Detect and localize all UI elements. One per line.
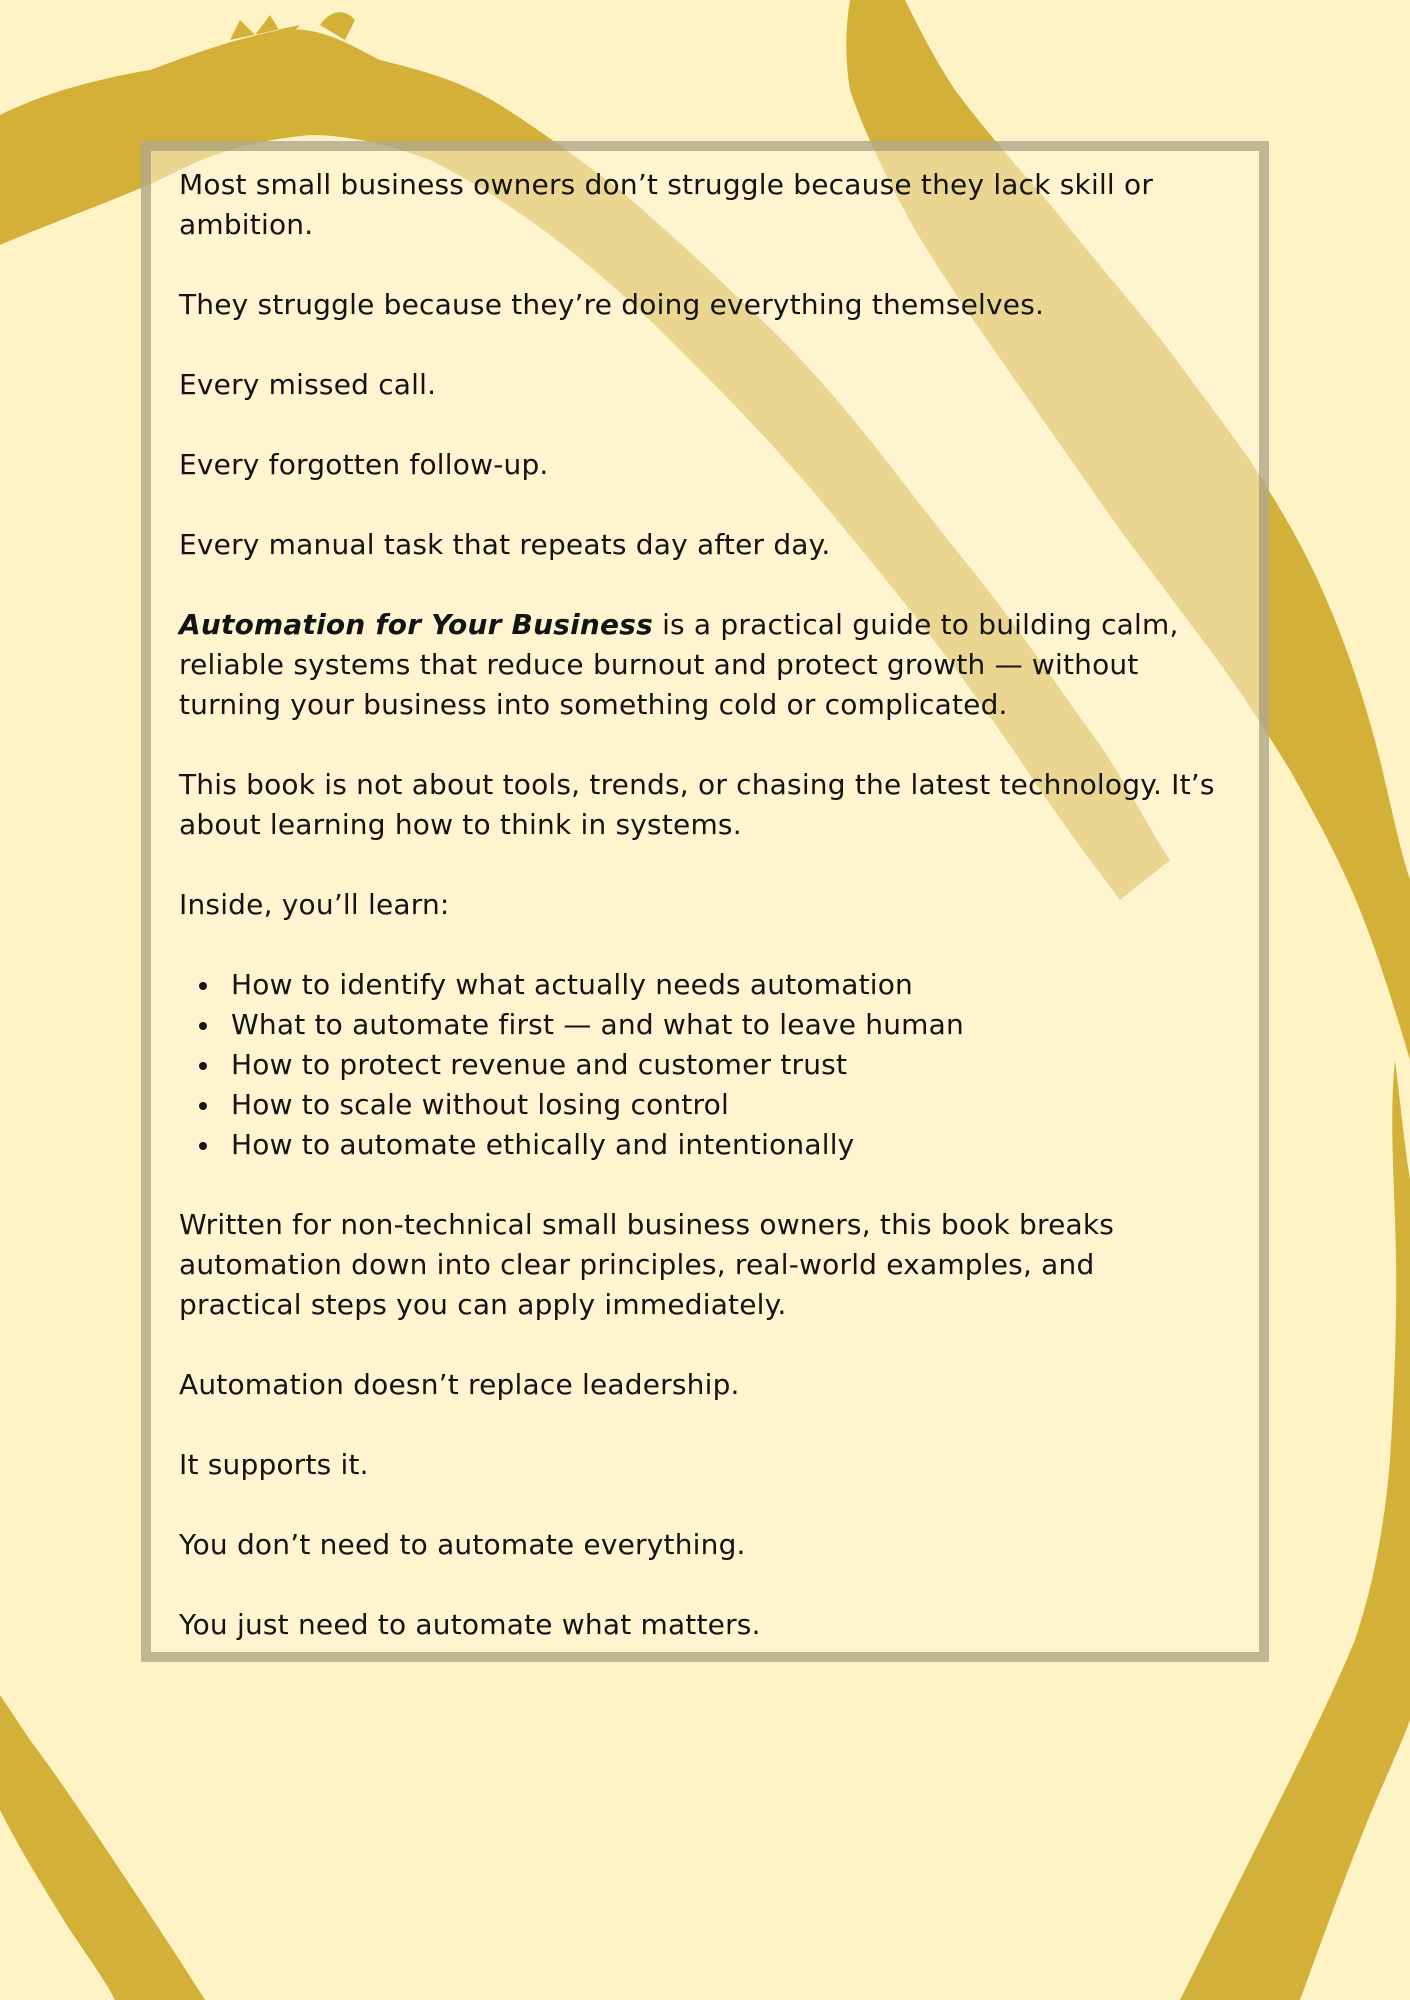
description-card — [141, 141, 1269, 1662]
learning-points-list — [179, 965, 1219, 1165]
follow-up-line: Every forgotten follow-up. — [179, 448, 549, 481]
list-item: How to protect revenue and customer trust — [231, 1045, 1219, 1085]
missed-call-line: Every missed call. — [179, 368, 437, 401]
supports-line: It supports it. — [179, 1448, 369, 1481]
audience-paragraph: Written for non-technical small business owners, this book breaks automation down into clear principles, real-world examples, and practical steps you can apply immediately. — [179, 1208, 1115, 1321]
list-item: How to scale without losing control — [231, 1085, 1219, 1125]
struggle-paragraph: They struggle because they’re doing everything themselves. — [179, 288, 1045, 321]
not-everything-line: You don’t need to automate everything. — [179, 1528, 746, 1561]
list-item: What to automate first — and what to leave human — [231, 1005, 1219, 1045]
not-about-tools-paragraph: This book is not about tools, trends, or chasing the latest technology. It’s about learning how to think in systems. — [179, 768, 1215, 841]
book-summary-paragraph — [179, 605, 1219, 725]
book-title: Automation for Your Business — [179, 608, 653, 641]
intro-paragraph: Most small business owners don’t struggle because they lack skill or ambition. — [179, 168, 1154, 241]
leadership-line: Automation doesn’t replace leadership. — [179, 1368, 740, 1401]
book-description — [179, 165, 1219, 1645]
list-item: How to identify what actually needs automation — [231, 965, 1219, 1005]
book-summary-text: is a practical guide to building calm, reliable systems that reduce burnout and protect growth — without turning your business into something cold or complicated. — [179, 608, 1179, 721]
closing-line: You just need to automate what matters. — [179, 1608, 761, 1641]
manual-task-line: Every manual task that repeats day after day. — [179, 528, 831, 561]
list-item: How to automate ethically and intentionally — [231, 1125, 1219, 1165]
inside-learn-heading: Inside, you’ll learn: — [179, 888, 450, 921]
